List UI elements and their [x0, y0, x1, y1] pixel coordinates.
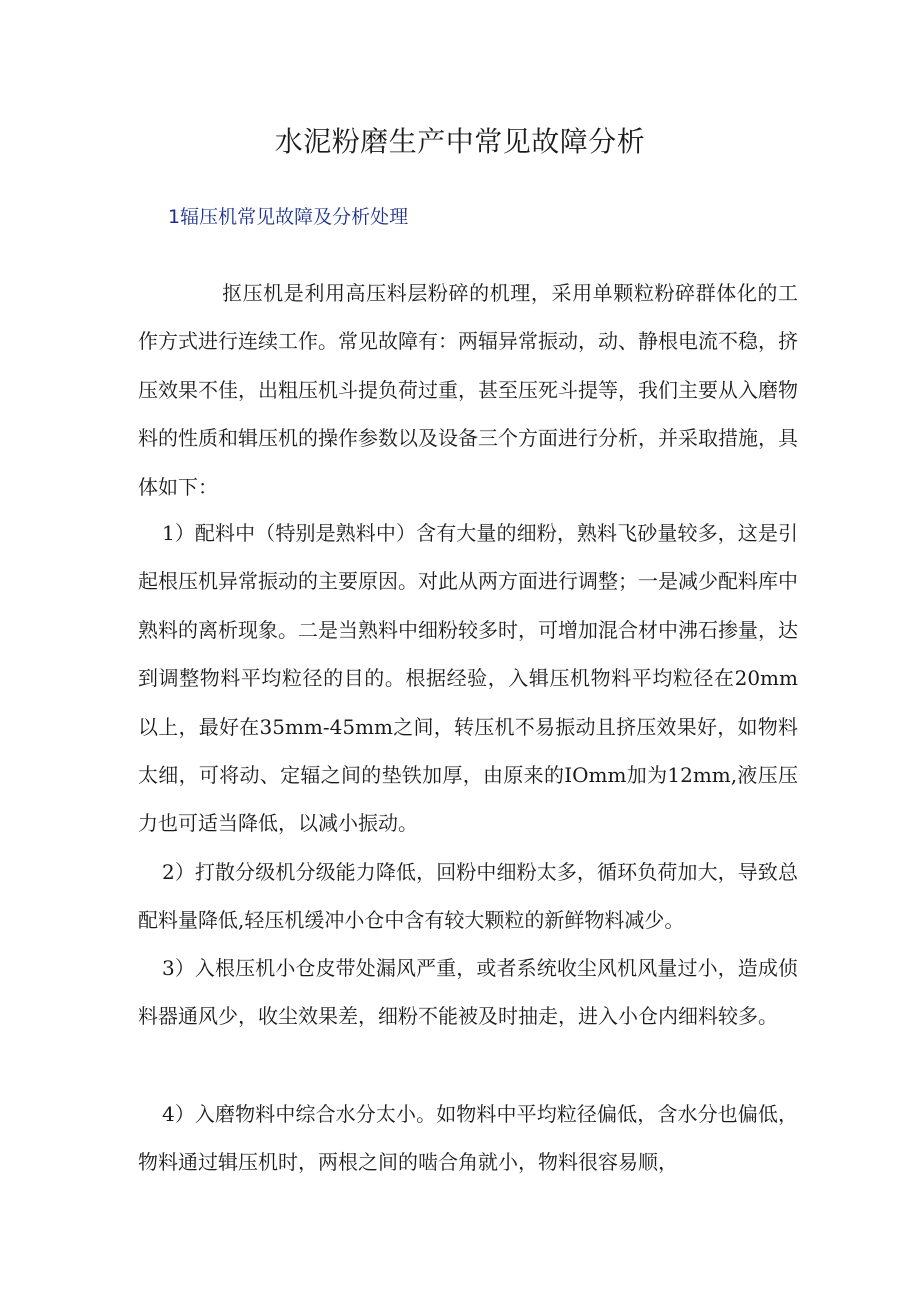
document-title: 水泥粉磨生产中常见故障分析: [274, 125, 646, 158]
intro-paragraph: 抠压机是利用高压料层粉碎的机理，采用单颗粒粉碎群体化的工作方式进行连续工作。常见故障有：两辐异常振动，动、静根电流不稳，挤压效果不佳，出粗压机斗提负荷过重，甚至压死斗提等，我们主要从入磨物料的性质和辑压机的操作参数以及设备三个方面进行分析，并采取措施，具体如下：: [138, 281, 798, 499]
list-item-1: 1）配料中（特别是熟料中）含有大量的细粉，熟料飞砂量较多，这是引起根压机异常振动的主要原因。对此从两方面进行调整；一是减少配料库中熟料的离析现象。二是当熟料中细粉较多时，可增加混合材中沸石掺量，达到调整物料平均粒径的目的。根据经验，入辑压机物料平均粒径在20mm以上，最好在35mm-45mm之间，转压机不易振动且挤压效果好，如物料太细，可将动、定辐之间的垫铁加厚，由原来的IOmm加为12mm,液压压力也可适当降低，以减小振动。: [138, 521, 798, 836]
list-item-4: 4）入磨物料中综合水分太小。如物料中平均粒径偏低，含水分也偏低，物料通过辑压机时，两根之间的啮合角就小，物料很容易顺，: [138, 1102, 798, 1175]
section-heading: 1辐压机常见故障及分析处理: [168, 206, 409, 228]
list-item-2: 2）打散分级机分级能力降低，回粉中细粉太多，循环负荷加大，导致总配料量降低,轻压机缓冲小仓中含有较大颗粒的新鲜物料减少。: [138, 860, 798, 933]
list-item-3: 3）入根压机小仓皮带处漏风严重，或者系统收尘风机风量过小，造成侦料器通风少，收尘效果差，细粉不能被及时抽走，进入小仓内细料较多。: [138, 956, 798, 1029]
